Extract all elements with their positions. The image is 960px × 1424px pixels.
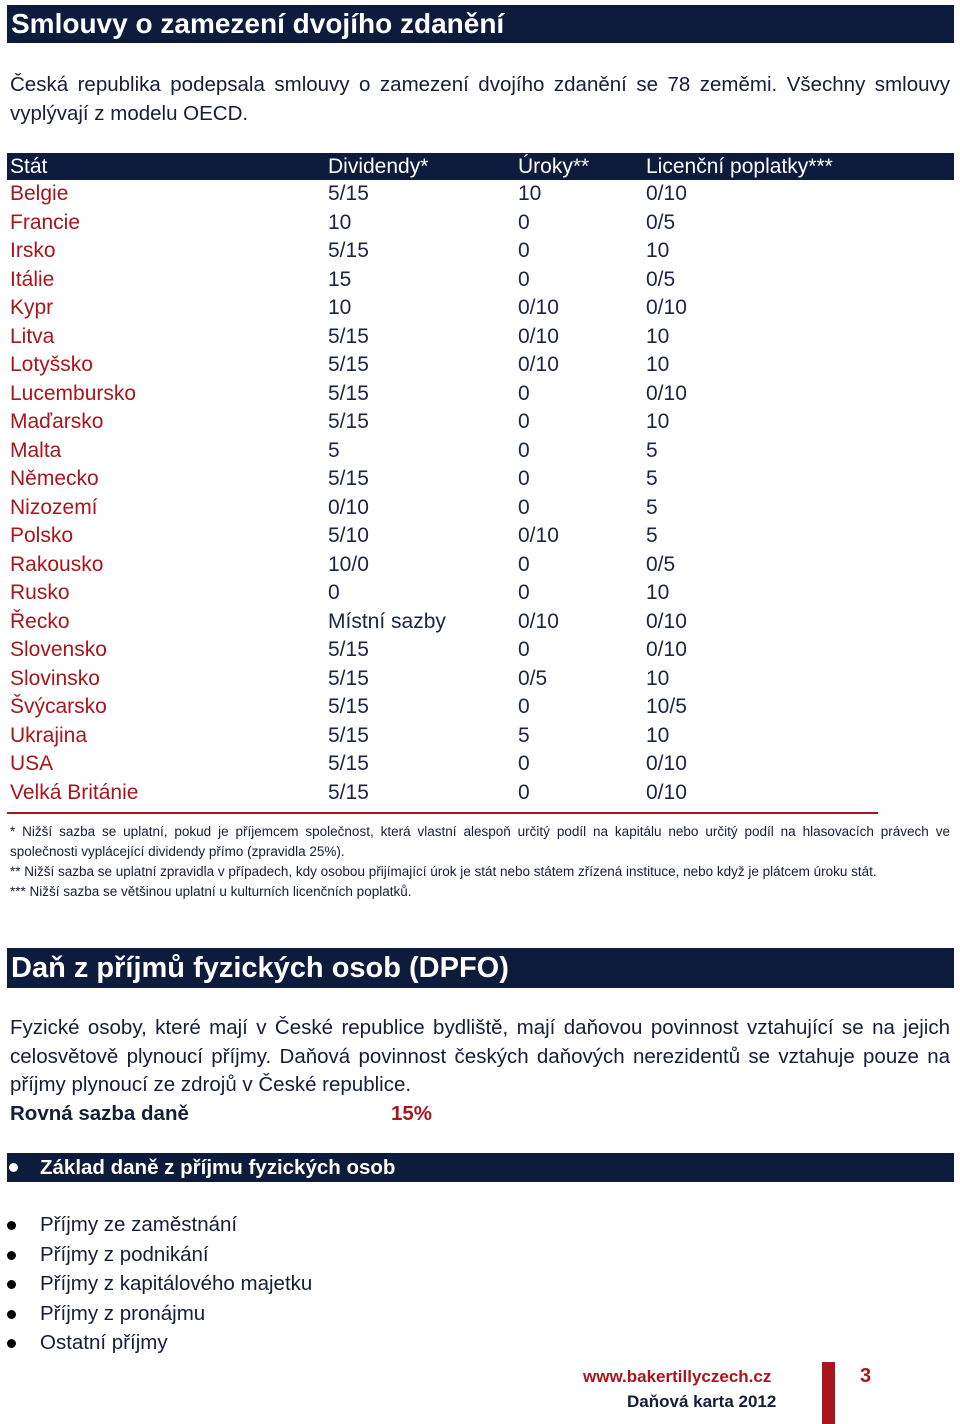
table-row: [7, 323, 954, 352]
intro-paragraph: Česká republika podepsala smlouvy o zamezení dvojího zdanění se 78 zeměmi. Všechny smlouvy vyplývají z modelu OECD.: [10, 73, 950, 125]
cell-country: Nizozemí: [10, 495, 98, 519]
cell-royalties: 0/10: [646, 780, 687, 804]
bullet-icon: [7, 1221, 16, 1230]
column-header-country: Stát: [7, 153, 325, 180]
cell-country: Irsko: [10, 239, 56, 263]
cell-royalties: 0/5: [646, 267, 676, 291]
cell-interest: 0: [518, 752, 530, 776]
table-row: [7, 351, 954, 380]
cell-country: Litva: [10, 324, 55, 348]
table-row: [7, 266, 954, 295]
cell-interest: 0/10: [518, 609, 559, 633]
flat-rate-value: 15%: [391, 1102, 433, 1125]
bullet-icon: [7, 1251, 16, 1260]
cell-royalties: 0/10: [646, 638, 687, 662]
cell-country: Lucembursko: [10, 381, 137, 405]
cell-interest: 0/5: [518, 666, 548, 690]
cell-country: Ukrajina: [10, 723, 88, 747]
cell-country: Německo: [10, 467, 99, 491]
cell-dividends: 0/10: [328, 495, 369, 519]
cell-royalties: 10: [646, 410, 670, 434]
cell-country: Rakousko: [10, 552, 104, 576]
list-item-label: Příjmy z podnikání: [40, 1242, 209, 1266]
cell-interest: 0/10: [518, 524, 559, 548]
cell-country: Velká Británie: [10, 780, 139, 804]
footnote-interest: ** Nižší sazba se uplatní zpravidla v případech, kdy osobou přijímající úrok je stát nebo státem zřízená instituce, nebo když je plátcem úroku stát.: [10, 864, 877, 879]
cell-interest: 0: [518, 410, 530, 434]
cell-interest: 0: [518, 210, 530, 234]
cell-country: Francie: [10, 210, 81, 234]
cell-royalties: 10: [646, 353, 670, 377]
table-row: [7, 465, 954, 494]
table-body: [7, 180, 954, 807]
table-row: [7, 636, 954, 665]
cell-dividends: 5/15: [328, 239, 369, 263]
cell-royalties: 0/10: [646, 381, 687, 405]
cell-dividends: 5/15: [328, 353, 369, 377]
cell-royalties: 0/10: [646, 752, 687, 776]
cell-royalties: 5: [646, 495, 658, 519]
cell-royalties: 0/10: [646, 182, 687, 206]
footer-website[interactable]: www.bakertillyczech.cz: [583, 1367, 772, 1386]
table-row: [7, 608, 954, 637]
table-row: [7, 209, 954, 238]
cell-interest: 0: [518, 495, 530, 519]
footer-accent-bar: [822, 1362, 835, 1424]
cell-dividends: 5/15: [328, 723, 369, 747]
cell-royalties: 10: [646, 723, 670, 747]
column-header-interest: Úroky**: [515, 153, 643, 180]
table-row: [7, 722, 954, 751]
treaty-table: [7, 153, 954, 807]
list-item: [10, 1269, 312, 1299]
cell-country: Belgie: [10, 182, 69, 206]
list-item-label: Příjmy ze zaměstnání: [40, 1213, 238, 1236]
cell-dividends: 5/15: [328, 410, 369, 434]
table-row: [7, 494, 954, 523]
cell-interest: 0/10: [518, 324, 559, 348]
cell-country: Itálie: [10, 267, 55, 291]
cell-royalties: 10: [646, 581, 670, 605]
table-row: [7, 237, 954, 266]
cell-interest: 0: [518, 467, 530, 491]
cell-dividends: 5/15: [328, 182, 369, 206]
cell-royalties: 10: [646, 239, 670, 263]
cell-royalties: 10: [646, 324, 670, 348]
cell-interest: 0: [518, 438, 530, 462]
table-row: [7, 522, 954, 551]
cell-interest: 0/10: [518, 353, 559, 377]
list-item: [10, 1328, 312, 1358]
cell-dividends: 5: [328, 438, 340, 462]
cell-country: Lotyšsko: [10, 353, 93, 377]
cell-royalties: 0/10: [646, 296, 687, 320]
cell-royalties: 0/5: [646, 552, 676, 576]
tax-base-subheading: [7, 1153, 954, 1182]
cell-interest: 0: [518, 239, 530, 263]
income-list: [10, 1210, 312, 1358]
cell-dividends: 5/15: [328, 324, 369, 348]
cell-interest: 0: [518, 780, 530, 804]
table-row: [7, 750, 954, 779]
cell-country: Řecko: [10, 609, 70, 633]
cell-interest: 5: [518, 723, 530, 747]
cell-royalties: 5: [646, 467, 658, 491]
bullet-icon: [7, 1310, 16, 1319]
cell-interest: 10: [518, 182, 542, 206]
cell-country: Slovinsko: [10, 666, 100, 690]
column-header-royalties: Licenční poplatky***: [643, 153, 954, 180]
cell-dividends: 5/15: [328, 695, 369, 719]
table-row: [7, 693, 954, 722]
cell-dividends: 5/10: [328, 524, 369, 548]
cell-royalties: 10: [646, 666, 670, 690]
cell-dividends: 10/0: [328, 552, 369, 576]
cell-dividends: 15: [328, 267, 352, 291]
cell-interest: 0: [518, 381, 530, 405]
list-item: [10, 1299, 312, 1329]
cell-dividends: 5/15: [328, 666, 369, 690]
tax-base-subheading-text: Základ daně z příjmu fyzických osob: [40, 1156, 396, 1179]
cell-country: Kypr: [10, 296, 54, 320]
cell-dividends: 5/15: [328, 780, 369, 804]
table-row: [7, 665, 954, 694]
table-header-row: [7, 153, 954, 180]
table-row: [7, 779, 954, 808]
cell-interest: 0: [518, 581, 530, 605]
cell-dividends: 0: [328, 581, 340, 605]
table-row: [7, 380, 954, 409]
cell-royalties: 5: [646, 438, 658, 462]
cell-dividends: 5/15: [328, 381, 369, 405]
list-item: [10, 1210, 312, 1240]
table-row: [7, 180, 954, 209]
cell-country: Rusko: [10, 581, 70, 605]
cell-royalties: 0/10: [646, 609, 687, 633]
dpfo-paragraph: Fyzické osoby, které mají v České republice bydliště, mají daňovou povinnost vztahující se na jejich celosvětově plynoucí příjmy. Daňová povinnost českých daňových nerezidentů se vztahuje pouze na příjmy plynoucí ze zdrojů v České republice.: [10, 1016, 950, 1096]
cell-dividends: 5/15: [328, 638, 369, 662]
cell-country: Malta: [10, 438, 62, 462]
cell-royalties: 5: [646, 524, 658, 548]
section-title-dpfo: Daň z příjmů fyzických osob (DPFO): [7, 948, 954, 988]
cell-dividends: Místní sazby: [328, 609, 446, 633]
cell-royalties: 10/5: [646, 695, 687, 719]
page-number: 3: [860, 1365, 872, 1387]
cell-country: Polsko: [10, 524, 74, 548]
footnote-dividends: * Nižší sazba se uplatní, pokud je příjemcem společnost, která vlastní alespoň určitý podíl na kapitálu nebo určitý podíl na hlasovacích právech ve společnosti vyplácející dividendy přímo (zpravidla 25%).: [10, 824, 950, 859]
cell-interest: 0: [518, 552, 530, 576]
bullet-icon: [7, 1280, 16, 1289]
cell-dividends: 10: [328, 210, 352, 234]
cell-interest: 0: [518, 695, 530, 719]
table-row: [7, 437, 954, 466]
table-row: [7, 579, 954, 608]
cell-country: Maďarsko: [10, 410, 104, 434]
list-item-label: Příjmy z pronájmu: [40, 1301, 206, 1325]
table-row: [7, 408, 954, 437]
bullet-icon: [9, 1163, 18, 1172]
cell-dividends: 5/15: [328, 752, 369, 776]
list-item-label: Příjmy z kapitálového majetku: [40, 1272, 313, 1295]
cell-country: Slovensko: [10, 638, 107, 662]
cell-interest: 0: [518, 638, 530, 662]
footer-title: Daňová karta 2012: [627, 1392, 777, 1411]
table-row: [7, 551, 954, 580]
cell-royalties: 0/5: [646, 210, 676, 234]
list-item: [10, 1240, 312, 1270]
cell-country: Švýcarsko: [10, 695, 107, 719]
bullet-icon: [7, 1339, 16, 1348]
cell-dividends: 10: [328, 296, 352, 320]
flat-rate-label: Rovná sazba daně: [10, 1102, 189, 1125]
footnotes: [10, 822, 950, 902]
cell-interest: 0/10: [518, 296, 559, 320]
column-header-dividends: Dividendy*: [325, 153, 515, 180]
section-title-treaties: Smlouvy o zamezení dvojího zdanění: [7, 5, 954, 43]
footnote-royalties: *** Nižší sazba se většinou uplatní u kulturních licenčních poplatků.: [10, 884, 412, 899]
cell-interest: 0: [518, 267, 530, 291]
cell-country: USA: [10, 752, 54, 776]
table-bottom-rule: [7, 812, 878, 814]
cell-dividends: 5/15: [328, 467, 369, 491]
table-row: [7, 294, 954, 323]
list-item-label: Ostatní příjmy: [40, 1331, 168, 1354]
